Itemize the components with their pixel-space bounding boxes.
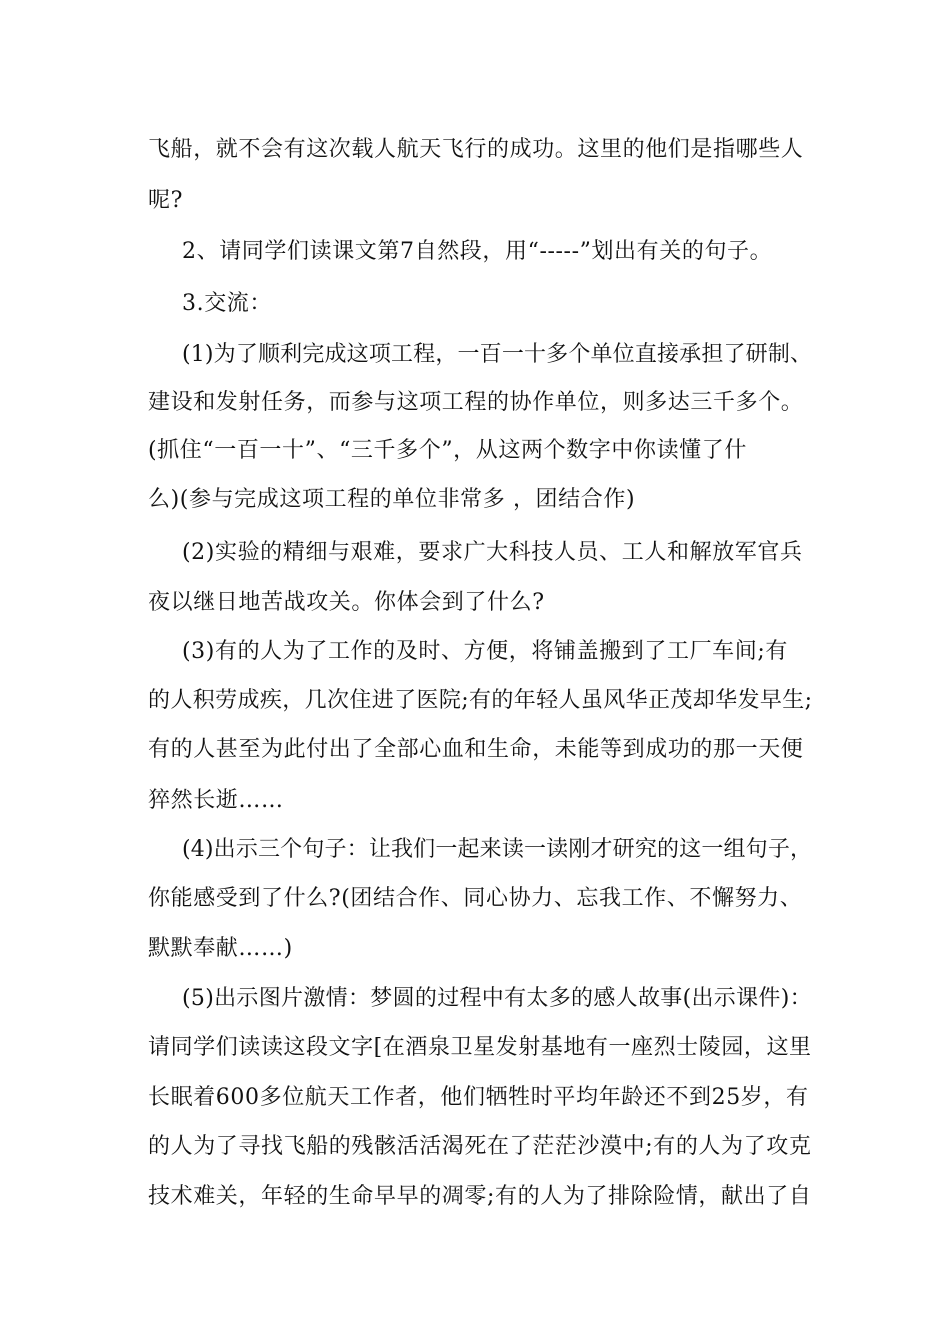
text-line: 么)(参与完成这项工程的单位非常多 ，团结合作) (148, 487, 636, 512)
text-line: 建设和发射任务，而参与这项工程的协作单位，则多达三千多个。 (148, 390, 804, 415)
text-line: (5)出示图片激情：梦圆的过程中有太多的感人故事(出示课件)： (182, 986, 812, 1011)
text-line: 请同学们读读这段文字[在酒泉卫星发射基地有一座烈士陵园，这里 (148, 1035, 812, 1060)
text-line: 的人积劳成疾，几次住进了医院;有的年轻人虽风华正茂却华发早生; (148, 688, 813, 713)
text-line: 呢? (148, 188, 183, 213)
text-line: (2)实验的精细与艰难，要求广大科技人员、工人和解放军官兵 (182, 540, 803, 565)
text-line: 技术难关，年轻的生命早早的凋零;有的人为了排除险情，献出了自 (148, 1184, 812, 1209)
text-line: 3.交流： (182, 291, 272, 316)
text-line: 2、请同学们读课文第7自然段，用“-----”划出有关的句子。 (182, 239, 773, 264)
text-line: 你能感受到了什么?(团结合作、同心协力、忘我工作、不懈努力、 (148, 886, 803, 911)
text-line: 长眠着600多位航天工作者，他们牺牲时平均年龄还不到25岁，有 (148, 1085, 809, 1110)
text-line: 夜以继日地苦战攻关。你体会到了什么? (148, 590, 545, 615)
text-line: (4)出示三个句子：让我们一起来读一读刚才研究的这一组句子， (182, 837, 813, 862)
text-line: (3)有的人为了工作的及时、方便，将铺盖搬到了工厂车间;有 (182, 639, 788, 664)
text-line: 猝然长逝…… (148, 788, 284, 813)
text-line: 飞船，就不会有这次载人航天飞行的成功。这里的他们是指哪些人 (148, 137, 804, 162)
text-line: 的人为了寻找飞船的残骸活活渴死在了茫茫沙漠中;有的人为了攻克 (148, 1134, 812, 1159)
text-line: (抓住“一百一十”、“三千多个”，从这两个数字中你读懂了什 (148, 438, 747, 463)
text-line: 有的人甚至为此付出了全部心血和生命，未能等到成功的那一天便 (148, 737, 804, 762)
text-line: 默默奉献……) (148, 936, 293, 961)
text-line: (1)为了顺利完成这项工程，一百一十多个单位直接承担了研制、 (182, 342, 813, 367)
